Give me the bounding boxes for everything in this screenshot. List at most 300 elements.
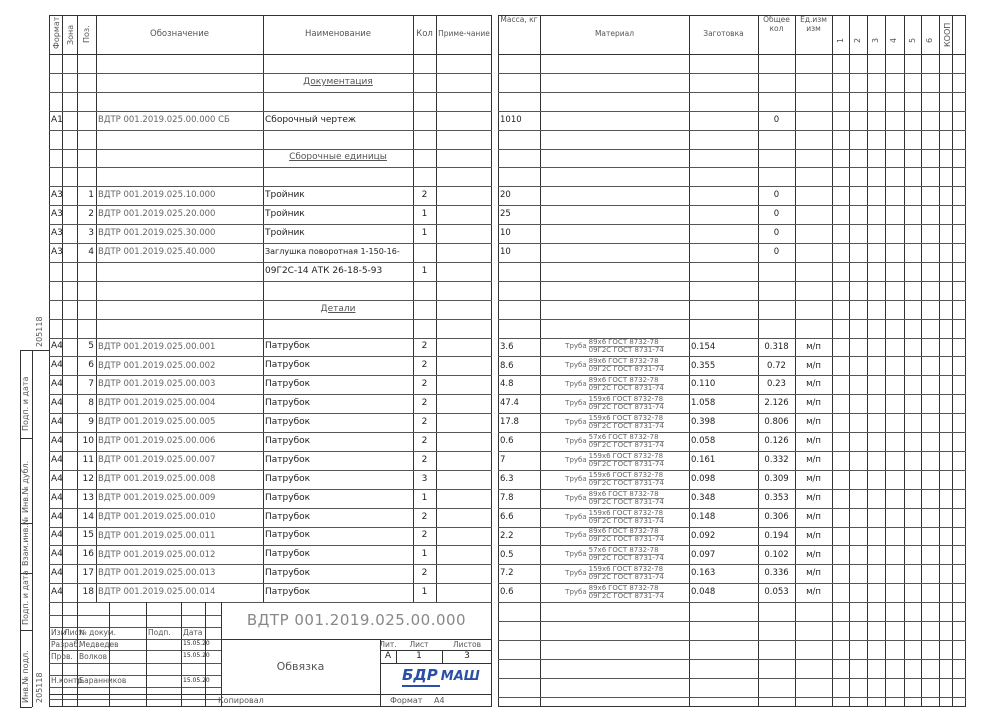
right-row-line <box>498 640 966 641</box>
cell-total-qty: 0.353 <box>764 492 789 503</box>
cell-designation: ВДТР 001.2019.025.00.008 <box>98 473 216 484</box>
stamp-col-line <box>146 602 147 707</box>
material-standard: ГОСТ 8732-78 <box>608 357 659 366</box>
material-standard: ГОСТ 8732-78 <box>612 414 664 423</box>
cell-format: A4 <box>51 568 63 579</box>
cell-blank: 0.355 <box>691 360 716 371</box>
cell-mass: 6.3 <box>500 473 514 484</box>
cell-name: Патрубок <box>265 530 311 541</box>
material-prefix: Труба <box>565 380 587 389</box>
cell-designation: ВДТР 001.2019.025.30.000 <box>98 228 216 239</box>
material-size: 89х6 <box>588 357 607 366</box>
cell-material <box>540 451 689 470</box>
cell-qty: 3 <box>421 473 428 484</box>
side-inv-number-top: 205118 <box>35 316 44 347</box>
material-steel-grade: 09Г2С ГОСТ 8731-74 <box>588 554 664 563</box>
side-margin-line <box>20 630 32 631</box>
header-col-4: 4 <box>889 37 898 43</box>
specification-sheet-left <box>16 13 492 707</box>
material-size: 89х6 <box>588 489 607 498</box>
header-qty: Кол <box>416 28 433 39</box>
cell-total-qty: 0.309 <box>764 473 789 484</box>
cell-material <box>540 470 689 489</box>
cell-blank: 0.348 <box>691 492 716 503</box>
side-inv-duplicate: Инв.№ дубл. <box>21 460 30 513</box>
cell-material <box>540 394 689 413</box>
stamp-col-sheet: Лист <box>64 627 84 637</box>
cell-pos: 1 <box>88 190 94 201</box>
stamp-sheet-value: 1 <box>416 650 422 661</box>
right-row-line <box>498 659 966 660</box>
material-standard: ГОСТ 8732-78 <box>608 376 659 385</box>
stamp-line <box>49 687 221 688</box>
cell-name: Патрубок <box>265 454 311 465</box>
stamp-role-check: Пров. <box>51 651 73 661</box>
material-steel-grade: 09Г2С ГОСТ 8731-74 <box>588 384 664 393</box>
cell-blank: 0.398 <box>691 417 716 428</box>
logo-text-2: МАШ <box>440 669 480 685</box>
material-steel-grade: 09Г2С ГОСТ 8731-74 <box>588 535 664 544</box>
material-steel-grade: 09Г2С ГОСТ 8731-74 <box>588 403 664 412</box>
material-standard: ГОСТ 8732-78 <box>612 395 664 404</box>
section-heading: Сборочные единицы <box>289 152 387 163</box>
right-row-line <box>498 621 966 622</box>
cell-format: A4 <box>51 360 63 371</box>
stamp-col-change: Изм <box>51 627 67 637</box>
stamp-lit-value: А <box>384 650 392 661</box>
logo-text: БДР <box>402 666 438 685</box>
cell-qty: 2 <box>421 379 428 390</box>
cell-name: Патрубок <box>265 511 311 522</box>
cell-designation: ВДТР 001.2019.025.00.005 <box>98 417 216 428</box>
cell-name: Патрубок <box>265 549 311 560</box>
cell-pos: 11 <box>82 454 94 465</box>
stamp-line <box>49 602 221 603</box>
cell-designation: ВДТР 001.2019.025.00.009 <box>98 492 216 503</box>
cell-total-qty: 0 <box>773 247 780 258</box>
material-standard: ГОСТ 8732-78 <box>608 527 659 536</box>
cell-blank: 0.161 <box>691 455 716 466</box>
material-size: 159х6 <box>588 470 611 479</box>
cell-material <box>540 432 689 451</box>
header-note: Приме-чание <box>438 29 490 39</box>
material-standard: ГОСТ 8732-78 <box>608 432 659 441</box>
material-prefix: Труба <box>565 342 587 351</box>
right-row-line <box>498 205 966 206</box>
cell-name: Патрубок <box>265 360 311 371</box>
material-size: 159х6 <box>588 508 611 517</box>
cell-name: Сборочный чертеж <box>265 114 357 125</box>
cell-material <box>540 508 689 527</box>
cell-mass: 4.8 <box>500 379 514 390</box>
material-prefix: Труба <box>565 455 587 464</box>
cell-material <box>540 356 689 375</box>
header-col-1: 1 <box>836 37 845 43</box>
material-standard: ГОСТ 8732-78 <box>608 546 659 555</box>
cell-pos: 13 <box>82 492 94 503</box>
cell-mass: 47.4 <box>500 398 519 409</box>
table-row <box>49 92 492 111</box>
cell-pos: 9 <box>88 417 94 428</box>
cell-format: A4 <box>51 398 63 409</box>
material-prefix: Труба <box>565 418 587 427</box>
cell-total-qty: 0.318 <box>764 341 789 352</box>
cell-qty: 2 <box>421 398 428 409</box>
header-col-6: 6 <box>925 37 934 43</box>
header-divider <box>498 54 966 55</box>
header-blank: Заготовка <box>703 29 744 39</box>
cell-material <box>540 338 689 357</box>
material-standard: ГОСТ 8732-78 <box>608 584 659 593</box>
cell-pos: 16 <box>82 549 94 560</box>
cell-format: A3 <box>51 209 63 220</box>
cell-pos: 3 <box>88 228 94 239</box>
cell-mass: 10 <box>500 228 511 239</box>
side-margin-line <box>20 350 32 351</box>
right-col-line <box>885 15 886 707</box>
cell-blank: 1.058 <box>691 398 716 409</box>
cell-pos: 4 <box>88 246 94 257</box>
table-row <box>49 54 492 73</box>
right-row-line <box>498 149 966 150</box>
right-row-line <box>498 281 966 282</box>
cell-format: A4 <box>51 435 63 446</box>
cell-unit: м/п <box>806 417 821 428</box>
right-col-line <box>939 15 940 707</box>
material-size: 159х6 <box>588 395 611 404</box>
header-col-2: 2 <box>853 37 862 43</box>
cell-name: Патрубок <box>265 492 311 503</box>
cell-total-qty: 0.336 <box>764 568 789 579</box>
material-steel-grade: 09Г2С ГОСТ 8731-74 <box>588 516 664 525</box>
material-prefix: Труба <box>565 531 587 540</box>
cell-pos: 8 <box>88 398 94 409</box>
cell-mass: 20 <box>500 190 511 201</box>
cell-name: Патрубок <box>265 398 311 409</box>
cell-name: Патрубок <box>265 417 311 428</box>
cell-qty: 2 <box>421 530 428 541</box>
cell-total-qty: 0 <box>773 190 780 201</box>
cell-format: A4 <box>51 454 63 465</box>
material-steel-grade: 09Г2С ГОСТ 8731-74 <box>588 592 664 601</box>
material-standard: ГОСТ 8732-78 <box>612 565 664 574</box>
cell-blank: 0.154 <box>691 341 716 352</box>
material-size: 159х6 <box>588 565 611 574</box>
cell-format: A4 <box>51 341 63 352</box>
right-col-line <box>832 15 833 707</box>
cell-designation: ВДТР 001.2019.025.00.010 <box>98 511 216 522</box>
material-prefix: Труба <box>565 569 587 578</box>
right-col-line <box>952 15 953 707</box>
cell-blank: 0.048 <box>691 587 716 598</box>
cell-name: Тройник <box>265 190 305 201</box>
cell-mass: 6.6 <box>500 511 514 522</box>
table-row <box>49 130 492 149</box>
cell-unit: м/п <box>806 473 821 484</box>
cell-name: Заглушка поворотная 1-150-16- <box>265 247 400 257</box>
material-steel-grade: 09Г2С ГОСТ 8731-74 <box>588 422 664 431</box>
material-prefix: Труба <box>565 550 587 559</box>
material-steel-grade: 09Г2С ГОСТ 8731-74 <box>588 459 664 468</box>
material-standard: ГОСТ 8732-78 <box>608 489 659 498</box>
cell-pos: 18 <box>82 587 94 598</box>
material-size: 159х6 <box>588 414 611 423</box>
cell-pos: 7 <box>88 379 94 390</box>
section-heading: Детали <box>320 303 356 314</box>
cell-blank: 0.163 <box>691 568 716 579</box>
cell-qty: 1 <box>421 228 428 239</box>
material-steel-grade: 09Г2С ГОСТ 8731-74 <box>588 440 664 449</box>
cell-qty: 2 <box>421 435 428 446</box>
stamp-sheets-label: Листов <box>452 639 481 649</box>
right-row-line <box>498 697 966 698</box>
header-col-3: 3 <box>871 37 880 43</box>
right-row-line <box>498 678 966 679</box>
cell-mass: 0.6 <box>500 436 514 447</box>
cell-name: Патрубок <box>265 473 311 484</box>
cell-qty: 1 <box>421 265 428 276</box>
cell-designation: ВДТР 001.2019.025.10.000 <box>98 190 216 201</box>
cell-blank: 0.058 <box>691 436 716 447</box>
cell-format: A3 <box>51 228 63 239</box>
stamp-col-date: Дата <box>183 627 203 637</box>
right-col-line <box>867 15 868 707</box>
cell-material <box>540 413 689 432</box>
cell-designation: ВДТР 001.2019.025.00.001 <box>98 341 216 352</box>
cell-material <box>540 545 689 564</box>
cell-format: A4 <box>51 417 63 428</box>
side-inv-original: Инв.№ подл. <box>21 650 30 703</box>
material-prefix: Труба <box>565 361 587 370</box>
cell-unit: м/п <box>806 587 821 598</box>
cell-unit: м/п <box>806 398 821 409</box>
cell-qty: 1 <box>421 492 428 503</box>
cell-unit: м/п <box>806 360 821 371</box>
cell-unit: м/п <box>806 530 821 541</box>
cell-material <box>540 375 689 394</box>
right-row-line <box>498 111 966 112</box>
stamp-role-norm: Н.контр. <box>51 675 85 685</box>
cell-total-qty: 0.806 <box>764 417 789 428</box>
stamp-dev-date: 15.05.20 <box>183 640 210 648</box>
header-material: Материал <box>594 29 635 39</box>
cell-mass: 10 <box>500 247 511 258</box>
cell-pos: 5 <box>88 341 94 352</box>
cell-blank: 0.098 <box>691 473 716 484</box>
cell-pos: 12 <box>82 473 94 484</box>
material-steel-grade: 09Г2С ГОСТ 8731-74 <box>588 346 664 355</box>
cell-unit: м/п <box>806 492 821 503</box>
footer-format-value: А4 <box>434 696 445 705</box>
cell-designation: ВДТР 001.2019.025.00.014 <box>98 587 216 598</box>
right-col-line <box>921 15 922 707</box>
right-row-line <box>498 130 966 131</box>
side-sign-date-2: Подп. и дата <box>21 570 30 625</box>
cell-blank: 0.148 <box>691 511 716 522</box>
cell-designation: ВДТР 001.2019.025.00.011 <box>98 530 216 541</box>
header-col-5: 5 <box>908 37 917 43</box>
right-row-line <box>498 167 966 168</box>
stamp-check-date: 15.05.20 <box>183 652 210 660</box>
cell-name: Тройник <box>265 209 305 220</box>
side-margin-line <box>32 350 49 351</box>
material-steel-grade: 09Г2С ГОСТ 8731-74 <box>588 365 664 374</box>
table-row <box>49 319 492 338</box>
right-row-line <box>498 243 966 244</box>
cell-designation: ВДТР 001.2019.025.20.000 <box>98 209 216 220</box>
cell-total-qty: 0 <box>773 209 780 220</box>
cell-name: 09Г2С-14 АТК 26-18-5-93 <box>265 265 383 276</box>
cell-qty: 1 <box>421 209 428 220</box>
cell-pos: 15 <box>82 530 94 541</box>
cell-blank: 0.092 <box>691 530 716 541</box>
stamp-line <box>49 663 221 664</box>
cell-designation: ВДТР 001.2019.025.00.006 <box>98 436 216 447</box>
stamp-norm-date: 15.05.20 <box>183 676 210 684</box>
header-pos: Поз. <box>82 25 91 43</box>
cell-mass: 8.6 <box>500 360 514 371</box>
material-size: 89х6 <box>588 584 607 593</box>
material-steel-grade: 09Г2С ГОСТ 8731-74 <box>588 497 664 506</box>
material-standard: ГОСТ 8732-78 <box>612 508 664 517</box>
cell-designation: ВДТР 001.2019.025.00.013 <box>98 568 216 579</box>
right-row-line <box>498 224 966 225</box>
cell-mass: 1010 <box>500 114 522 125</box>
cell-unit: м/п <box>806 511 821 522</box>
right-row-line <box>498 73 966 74</box>
cell-material <box>540 583 689 602</box>
cell-format: A4 <box>51 473 63 484</box>
cell-mass: 7.2 <box>500 568 514 579</box>
cell-total-qty: 0.126 <box>764 436 789 447</box>
company-logo <box>402 666 480 684</box>
specification-sheet-right <box>496 13 986 707</box>
cell-format: A4 <box>51 379 63 390</box>
cell-format: A1 <box>51 114 63 125</box>
material-standard: ГОСТ 8732-78 <box>612 451 664 460</box>
side-inv-replace: Взам.инв.№ <box>21 516 30 566</box>
stamp-role-dev: Разраб. <box>51 639 81 649</box>
right-col-line <box>904 15 905 707</box>
table-row <box>49 167 492 186</box>
side-margin-line <box>20 438 32 439</box>
material-prefix: Труба <box>565 399 587 408</box>
header-unit: Ед.изм изм <box>800 15 827 33</box>
cell-format: A4 <box>51 511 63 522</box>
cell-total-qty: 0.72 <box>767 360 786 371</box>
header-format: Формат <box>52 16 61 49</box>
section-heading: Документация <box>303 76 373 87</box>
material-steel-grade: 09Г2С ГОСТ 8731-74 <box>588 478 664 487</box>
stamp-sheet-label: Лист <box>409 639 429 649</box>
material-prefix: Труба <box>565 436 587 445</box>
material-prefix: Труба <box>565 512 587 521</box>
footer-format-label: Формат <box>390 696 423 705</box>
stamp-lit-label: Лит. <box>379 639 397 649</box>
side-inv-number-bottom: 205118 <box>35 672 44 703</box>
cell-unit: м/п <box>806 341 821 352</box>
material-prefix: Труба <box>565 493 587 502</box>
right-row-line <box>498 186 966 187</box>
material-standard: ГОСТ 8732-78 <box>608 338 659 347</box>
cell-name: Патрубок <box>265 568 311 579</box>
cell-total-qty: 0 <box>773 114 780 125</box>
cell-designation: ВДТР 001.2019.025.00.007 <box>98 455 216 466</box>
header-mass: Масса, кг <box>500 15 538 24</box>
cell-qty: 1 <box>421 587 428 598</box>
material-size: 89х6 <box>588 527 607 536</box>
cell-qty: 2 <box>421 360 428 371</box>
cell-format: A4 <box>51 530 63 541</box>
header-coop: КООП <box>943 22 952 47</box>
cell-unit: м/п <box>806 568 821 579</box>
cell-qty: 2 <box>421 454 428 465</box>
cell-unit: м/п <box>806 379 821 390</box>
stamp-col-doc: № докум. <box>79 627 116 637</box>
stamp-dev-name: Медведев <box>79 639 119 649</box>
stamp-line <box>49 699 221 700</box>
cell-name: Патрубок <box>265 341 311 352</box>
side-margin-line <box>32 350 33 707</box>
cell-name: Патрубок <box>265 587 311 598</box>
table-row <box>49 281 492 300</box>
cell-designation: ВДТР 001.2019.025.00.004 <box>98 398 216 409</box>
stamp-line <box>380 663 492 664</box>
cell-format: A4 <box>51 549 63 560</box>
right-row-line <box>498 319 966 320</box>
stamp-sheets-value: 3 <box>464 650 470 661</box>
cell-qty: 1 <box>421 549 428 560</box>
cell-unit: м/п <box>806 436 821 447</box>
material-size: 159х6 <box>588 451 611 460</box>
material-size: 57х6 <box>588 432 607 441</box>
cell-pos: 17 <box>82 568 94 579</box>
header-total-qty: Общее кол <box>763 15 790 33</box>
stamp-col-sign: Подп. <box>148 627 171 637</box>
cell-mass: 3.6 <box>500 341 514 352</box>
cell-designation: ВДТР 001.2019.025.00.003 <box>98 379 216 390</box>
right-row-line <box>498 262 966 263</box>
cell-mass: 2.2 <box>500 530 514 541</box>
cell-material <box>540 527 689 546</box>
cell-name: Тройник <box>265 228 305 239</box>
cell-format: A3 <box>51 190 63 201</box>
stamp-line <box>49 615 221 616</box>
cell-total-qty: 0 <box>773 228 780 239</box>
cell-mass: 0.5 <box>500 549 514 560</box>
cell-pos: 10 <box>82 435 94 446</box>
cell-name: Патрубок <box>265 435 311 446</box>
material-standard: ГОСТ 8732-78 <box>612 470 664 479</box>
stamp-col-line <box>109 602 110 707</box>
cell-total-qty: 2.126 <box>764 398 789 409</box>
cell-name: Патрубок <box>265 379 311 390</box>
cell-qty: 2 <box>421 190 428 201</box>
cell-qty: 2 <box>421 568 428 579</box>
cell-total-qty: 0.194 <box>764 530 789 541</box>
side-margin-line <box>20 707 32 708</box>
cell-mass: 0.6 <box>500 587 514 598</box>
cell-blank: 0.110 <box>691 379 716 390</box>
right-row-line <box>498 300 966 301</box>
cell-mass: 7 <box>500 455 506 466</box>
stamp-title: Обвязка <box>276 659 325 673</box>
cell-mass: 17.8 <box>500 417 519 428</box>
cell-mass: 7.8 <box>500 492 514 503</box>
stamp-norm-name: Баранников <box>79 675 127 685</box>
cell-material <box>540 489 689 508</box>
header-designation: Обозначение <box>150 28 209 39</box>
